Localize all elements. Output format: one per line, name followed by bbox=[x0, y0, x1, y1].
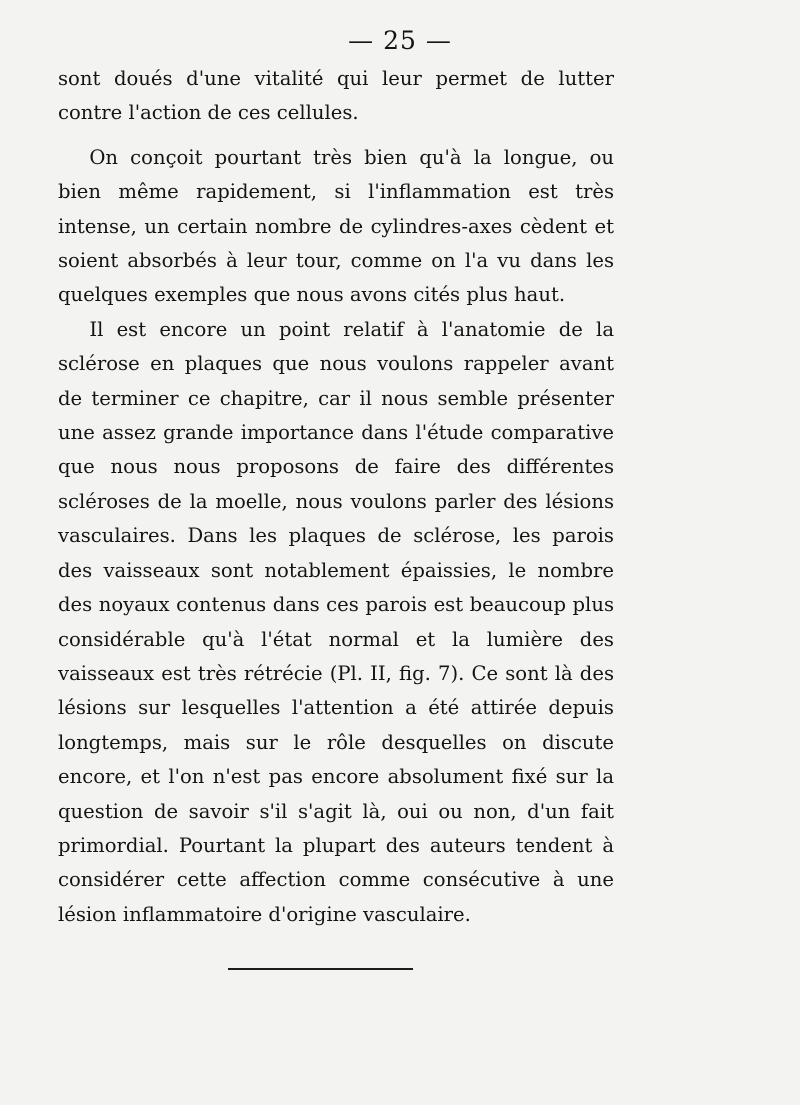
section-end-rule bbox=[228, 968, 413, 970]
paragraph-3: Il est encore un point relatif à l'anatomie de la sclérose en plaques que nous voulons rappeler avant de terminer ce chapitre, car il nous semble présenter une assez grande importance dans l'étude comparative que nous nous proposons de faire des différentes scléroses de la moelle, nous voulons parler des lésions vasculaires. Dans les plaques de sclérose, les parois des vaisseaux sont notablement épaissies, le nombre des noyaux contenus dans ces parois est beaucoup plus considérable qu'à l'état normal et la lumière des vaisseaux est très rétrécie (Pl. II, fig. 7). Ce sont là des lésions sur lesquelles l'attention a été attirée depuis longtemps, mais sur le rôle desquelles on discute encore, et l'on n'est pas encore absolument fixé sur la question de savoir s'il s'agit là, oui ou non, d'un fait primordial. Pourtant la plupart des auteurs tendent à considérer cette affection comme consécutive à une lésion inflammatoire d'origine vasculaire. bbox=[58, 317, 614, 926]
body-text bbox=[58, 62, 614, 932]
paragraph-2: On conçoit pourtant très bien qu'à la longue, ou bien même rapidement, si l'inflammation est très intense, un certain nombre de cylindres-axes cèdent et soient absorbés à leur tour, comme on l'a vu dans les quelques exemples que nous avons cités plus haut. bbox=[58, 145, 614, 307]
page-number: — 25 — bbox=[348, 26, 452, 55]
paragraph-1: sont doués d'une vitalité qui leur permet de lutter contre l'action de ces cellules. bbox=[58, 67, 614, 125]
